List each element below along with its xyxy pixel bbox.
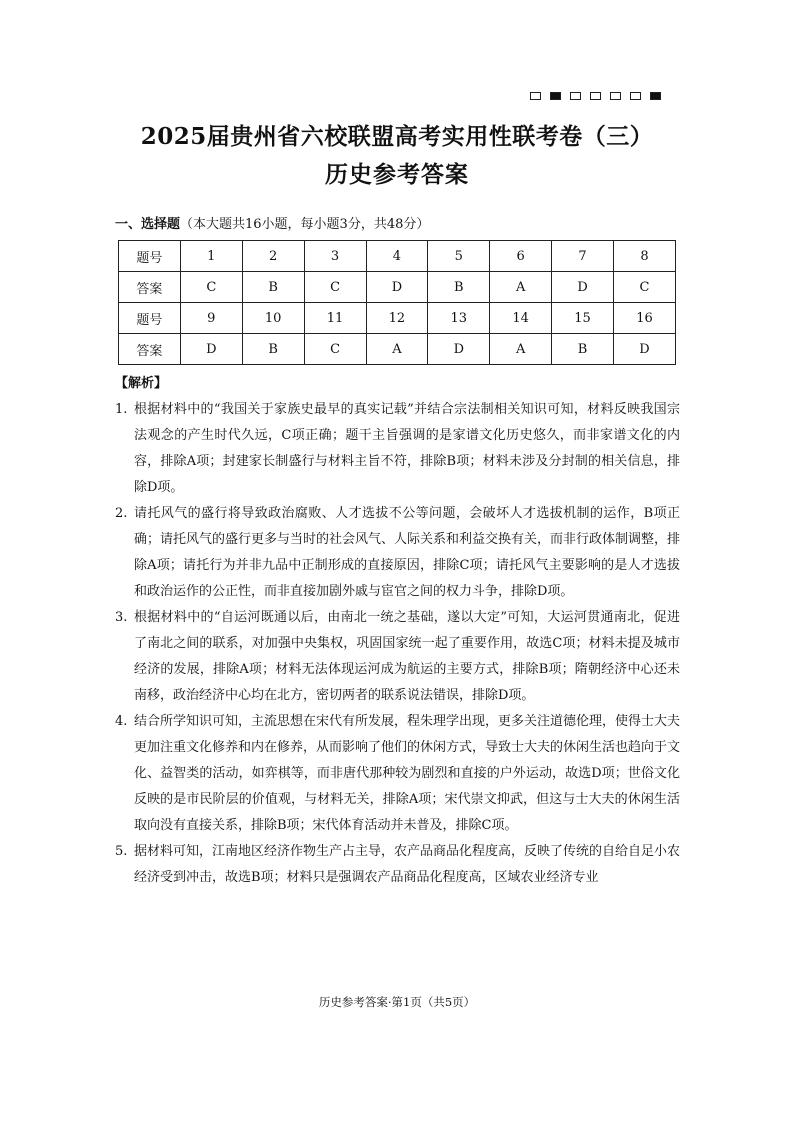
document-subtitle: 历史参考答案 xyxy=(325,161,469,188)
table-cell: B xyxy=(242,272,304,303)
table-cell: D xyxy=(614,334,676,365)
table-cell: 3 xyxy=(304,241,366,272)
item-number: 4. xyxy=(115,714,128,729)
table-row xyxy=(119,334,676,365)
table-cell: C xyxy=(304,334,366,365)
section-label: 一、选择题 xyxy=(115,217,181,232)
table-cell: D xyxy=(428,334,490,365)
table-cell: 1 xyxy=(180,241,242,272)
table-cell: B xyxy=(428,272,490,303)
table-row xyxy=(119,272,676,303)
table-cell: 5 xyxy=(428,241,490,272)
item-number: 5. xyxy=(115,844,128,859)
corner-mark xyxy=(630,92,641,100)
table-cell: 8 xyxy=(614,241,676,272)
corner-mark xyxy=(590,92,601,100)
table-cell: 15 xyxy=(552,303,614,334)
row-header-cell: 题号 xyxy=(119,303,181,334)
table-cell: A xyxy=(490,272,552,303)
analysis-item xyxy=(115,839,680,891)
page-footer: 历史参考答案·第1页（共5页） xyxy=(318,995,476,1009)
section-heading xyxy=(115,213,429,232)
table-cell: C xyxy=(304,272,366,303)
analysis-item xyxy=(115,605,680,709)
corner-mark xyxy=(610,92,621,100)
table-cell: D xyxy=(366,272,428,303)
row-header-cell: 题号 xyxy=(119,241,181,272)
item-number: 1. xyxy=(115,402,128,417)
table-cell: A xyxy=(490,334,552,365)
table-row xyxy=(119,241,676,272)
row-header-cell: 答案 xyxy=(119,334,181,365)
table-cell: 13 xyxy=(428,303,490,334)
table-cell: 10 xyxy=(242,303,304,334)
item-text: 结合所学知识可知，主流思想在宋代有所发展，程朱理学出现，更多关注道德伦理，使得士大夫更加注重文化修养和内在修养，从而影响了他们的休闲方式，导致士大夫的休闲生活也趋向于文化、益智类的活动，如弈棋等，而非唐代那种较为剧烈和直接的户外运动，故选D项；世俗文化反映的是市民阶层的价值观，与材料无关，排除A项；宋代崇文抑武，但这与士大夫的休闲生活取向没有直接关系，排除B项；宋代体育活动并未普及，排除C项。 xyxy=(134,714,681,833)
corner-mark xyxy=(530,92,541,100)
corner-mark xyxy=(650,92,661,100)
table-cell: A xyxy=(366,334,428,365)
analysis-list xyxy=(115,397,680,891)
table-cell: 2 xyxy=(242,241,304,272)
table-cell: 4 xyxy=(366,241,428,272)
table-cell: 6 xyxy=(490,241,552,272)
answer-table xyxy=(118,240,676,365)
analysis-heading: 【解析】 xyxy=(115,376,168,391)
item-text: 根据材料中的“我国关于家族史最早的真实记载”并结合宗法制相关知识可知，材料反映我国宗法观念的产生时代久远，C项正确；题干主旨强调的是家谱文化历史悠久，而非家谱文化的内容，排除A项；封建家长制盛行与材料主旨不符，排除B项；材料未涉及分封制的相关信息，排除D项。 xyxy=(134,402,680,495)
corner-mark xyxy=(550,92,561,100)
table-cell: B xyxy=(552,334,614,365)
analysis-item xyxy=(115,397,680,501)
table-cell: 12 xyxy=(366,303,428,334)
analysis-item xyxy=(115,709,680,839)
analysis-item xyxy=(115,501,680,605)
table-cell: D xyxy=(552,272,614,303)
item-number: 2. xyxy=(115,506,128,521)
table-row xyxy=(119,303,676,334)
item-number: 3. xyxy=(115,610,128,625)
page-corner-marks xyxy=(530,90,680,102)
table-cell: D xyxy=(180,334,242,365)
table-cell: 14 xyxy=(490,303,552,334)
table-cell: C xyxy=(180,272,242,303)
section-note: （本大题共16小题，每小题3分，共48分） xyxy=(180,217,430,232)
item-text: 请托风气的盛行将导致政治腐败、人才选拔不公等问题，会破坏人才选拔机制的运作，B项正确；请托风气的盛行更多与当时的社会风气、人际关系和利益交换有关，而非行政体制调整，排除A项；请托行为并非九品中正制形成的直接原因，排除C项；请托风气主要影响的是人才选拔和政治运作的公正性，而非直接加剧外戚与宦官之间的权力斗争，排除D项。 xyxy=(134,506,681,599)
corner-mark xyxy=(570,92,581,100)
item-text: 根据材料中的“自运河既通以后，由南北一统之基础，遂以大定”可知，大运河贯通南北，促进了南北之间的联系，对加强中央集权，巩固国家统一起了重要作用，故选C项；材料未提及城市经济的发展，排除A项；材料无法体现运河成为航运的主要方式，排除B项；隋朝经济中心还未南移，政治经济中心均在北方，密切两者的联系说法错误，排除D项。 xyxy=(134,610,680,703)
table-cell: 11 xyxy=(304,303,366,334)
table-cell: 9 xyxy=(180,303,242,334)
row-header-cell: 答案 xyxy=(119,272,181,303)
item-text: 据材料可知，江南地区经济作物生产占主导，农产品商品化程度高，反映了传统的自给自足小农经济受到冲击，故选B项；材料只是强调农产品商品化程度高，区域农业经济专业 xyxy=(134,844,681,885)
table-cell: 7 xyxy=(552,241,614,272)
document-title: 2025届贵州省六校联盟高考实用性联考卷（三） xyxy=(140,123,654,150)
table-cell: B xyxy=(242,334,304,365)
table-cell: C xyxy=(614,272,676,303)
table-cell: 16 xyxy=(614,303,676,334)
